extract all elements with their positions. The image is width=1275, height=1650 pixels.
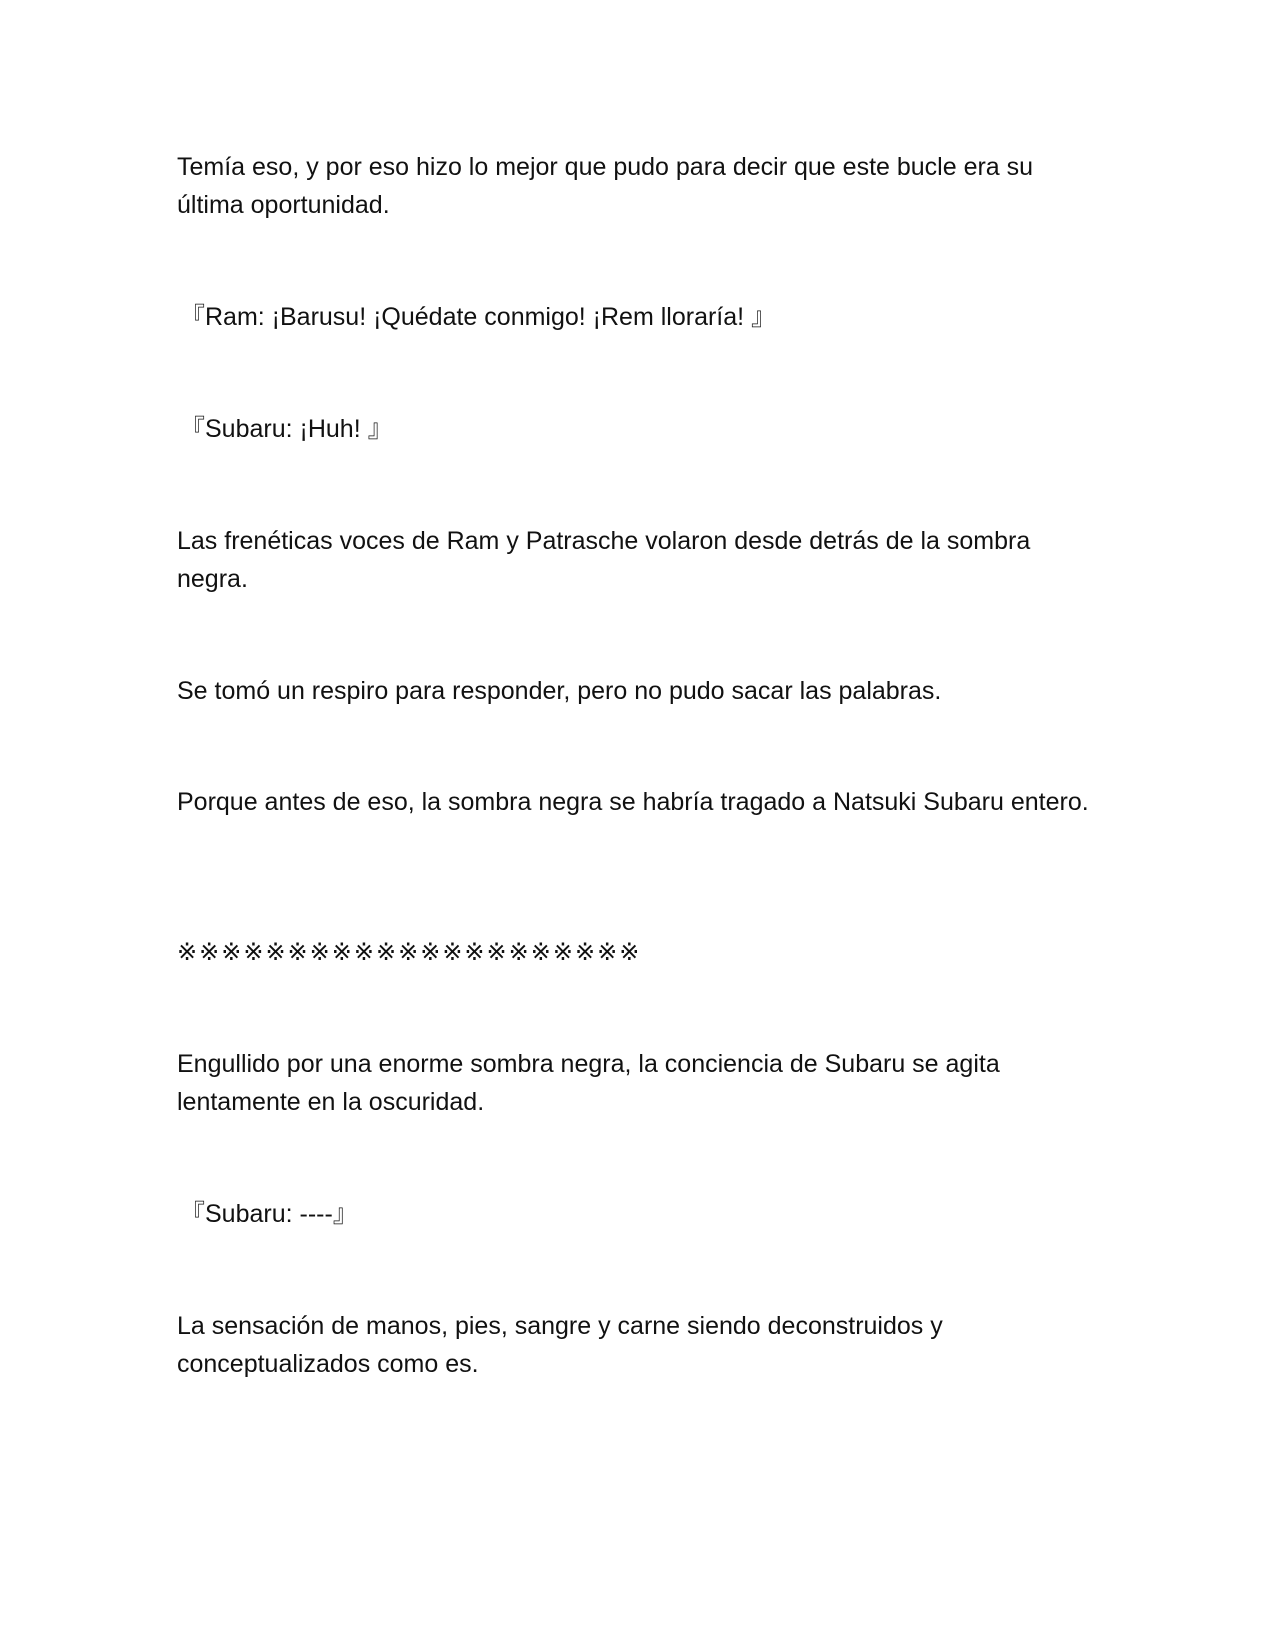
- scene-separator: ※※※※※※※※※※※※※※※※※※※※※: [177, 938, 642, 966]
- paragraph-ultima-oportunidad: Temía eso, y por eso hizo lo mejor que pudo para decir que este bucle era su última oportunidad.: [177, 153, 1034, 219]
- paragraph-voces-freneticas: Las frenéticas voces de Ram y Patrasche volaron desde detrás de la sombra negra.: [177, 527, 1031, 593]
- paragraph-respiro: Se tomó un respiro para responder, pero no pudo sacar las palabras.: [177, 677, 942, 705]
- paragraph-sombra-negra: Porque antes de eso, la sombra negra se habría tragado a Natsuki Subaru entero.: [177, 788, 1089, 816]
- dialogue-subaru-dash: 『Subaru: ----』: [180, 1200, 358, 1228]
- paragraph-engullido: Engullido por una enorme sombra negra, la conciencia de Subaru se agita lentamente en la oscuridad.: [177, 1050, 1000, 1116]
- dialogue-subaru-huh: 『Subaru: ¡Huh! 』: [180, 415, 393, 443]
- paragraph-sensacion: La sensación de manos, pies, sangre y carne siendo deconstruidos y conceptualizados como es.: [177, 1312, 943, 1378]
- dialogue-ram: 『Ram: ¡Barusu! ¡Quédate conmigo! ¡Rem lloraría! 』: [180, 303, 777, 331]
